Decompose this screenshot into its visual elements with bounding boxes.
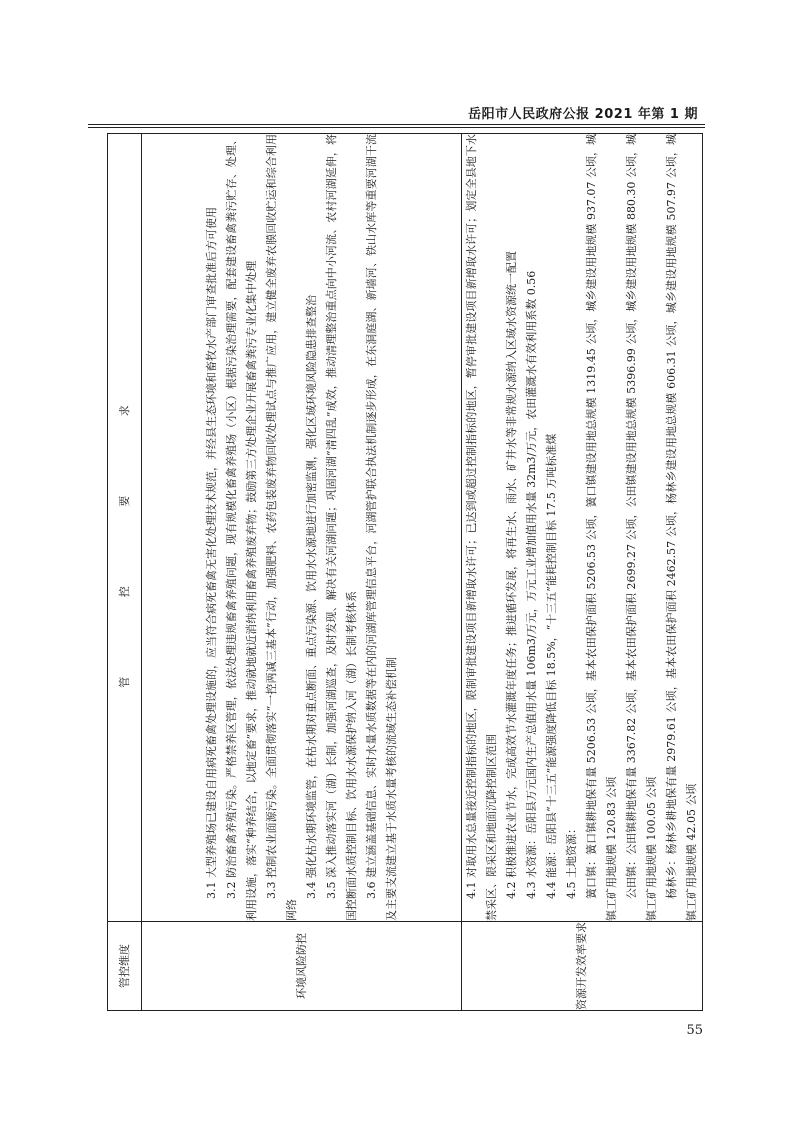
page-number: 55 xyxy=(686,1023,703,1038)
requirement-paragraph: 4.3 水资源：岳阳县万元国内生产总值用水量 106m3/万元，万元工业增加值用水量 32m3/万元，农田灌溉水有效利用系数 0.56 xyxy=(525,270,538,899)
dimension-cell: 环境风险防控 xyxy=(142,922,462,1011)
requirement-paragraph: 4.5 土地资源： xyxy=(565,823,578,899)
dimension-cell: 资源开发效率要求 xyxy=(462,922,703,1011)
header-requirement: 管 控 要 求 xyxy=(108,134,142,922)
requirement-paragraph: 4.2 积极推进农业节水，完成高效节水灌溉年度任务；推进循环发展，将再生水、雨水、矿井水等非常规水源纳入区域水资源统一配置 xyxy=(505,251,518,899)
requirement-paragraph: 3.4 强化枯水期环境监管，在枯水期对重点断面、重点污染源、饮用水水源地进行加密监测，强化区域环境风险隐患排查整治 xyxy=(304,295,318,899)
requirement-paragraph: 3.2 防治畜禽养殖污染。严格禁养区管理，依法处理违规畜禽养殖问题，现有规模化畜禽养殖场（小区）根据污染治理需要，配套建设畜禽粪污贮存、处理、利用设施，落实“种养结合，以地定畜”要求，推动就地就近消纳利用畜禽养殖废弃物；鼓励第三方处理企业开展畜禽粪污专业化集中处理 xyxy=(224,134,258,921)
table-row xyxy=(142,134,462,1011)
land-resource-line: 簧口镇：簧口镇耕地保有量 5206.53 公顷，基本农田保护面积 5206.53 公顷，簧口镇建设用地总规模 1319.45 公顷，城乡建设用地规模 937.07 公顷，城镇工矿用地规模 120.83 公顷 xyxy=(585,134,618,921)
requirement-paragraph: 4.1 对取用水总量接近控制指标的地区，限制审批建设项目新增取水许可；已达到或超过控制指标的地区，暂停审批建设项目新增取水许可；划定全县地下水禁采区、限采区和地面沉降控制区范围 xyxy=(465,134,498,921)
table-header-row xyxy=(108,134,142,1011)
requirement-paragraph: 3.6 建立涵盖基础信息、实时水量水质数据等在内的河湖库管理信息平台，河湖管护联合执法机制逐步形成，在东洞庭湖、新墙河、铁山水库等重要河湖干流及主要支流建立基于水质水量考核的流域生态补偿机制 xyxy=(364,134,398,921)
bulletin-header-title: 岳阳市人民政府公报 2021 年第 1 期 xyxy=(468,107,698,122)
header-rule-thin xyxy=(88,127,705,128)
control-requirements-table xyxy=(107,133,703,1011)
table-row xyxy=(462,134,703,1011)
requirement-paragraph: 4.4 能源：岳阳县“十三五”能源强度降低目标 18.5%，“十三五”能耗控制目标 17.5 万吨标准煤 xyxy=(545,433,558,899)
requirement-paragraph: 3.3 控制农业面源污染。全面贯彻落实“一控两减三基本”行动，加强肥料、农药包装废弃物回收处理试点与推广应用，建立健全废弃农膜回收贮运和综合利用网络 xyxy=(264,134,298,921)
requirement-paragraph: 3.1 大型养殖场已建设自用病死畜禽处理设施的，应当符合病死畜禽无害化处理技术规范，并经县生态环境和畜牧水产部门审查批准后方可使用 xyxy=(204,207,218,899)
rotated-table-container xyxy=(107,133,698,1011)
header-dimension: 管控维度 xyxy=(108,922,142,1011)
land-resource-line: 公田镇：公田镇耕地保有量 3367.82 公顷，基本农田保护面积 2699.27 公顷，公田镇建设用地总规模 5396.99 公顷，城乡建设用地规模 880.30 公顷，城镇工矿用地规模 100.05 公顷 xyxy=(625,134,658,921)
land-resource-line: 杨林乡：杨林乡耕地保有量 2979.61 公顷，基本农田保护面积 2462.57 公顷，杨林乡建设用地总规模 606.31 公顷，城乡建设用地规模 507.97 公顷，城镇工矿用地规模 42.05 公顷 xyxy=(665,134,698,921)
requirement-cell xyxy=(142,134,462,922)
header-rule xyxy=(88,124,705,125)
requirement-paragraph: 3.5 深入推动落实河（湖）长制，加强河湖巡查，及时发现、解决有关河湖问题；巩固河湖“清四乱”成效，推动清理整治重点向中小河流、农村河湖延伸，将国控断面水质控制目标、饮用水水源保护纳入河（湖）长制考核体系 xyxy=(324,134,358,921)
requirement-cell xyxy=(462,134,703,922)
